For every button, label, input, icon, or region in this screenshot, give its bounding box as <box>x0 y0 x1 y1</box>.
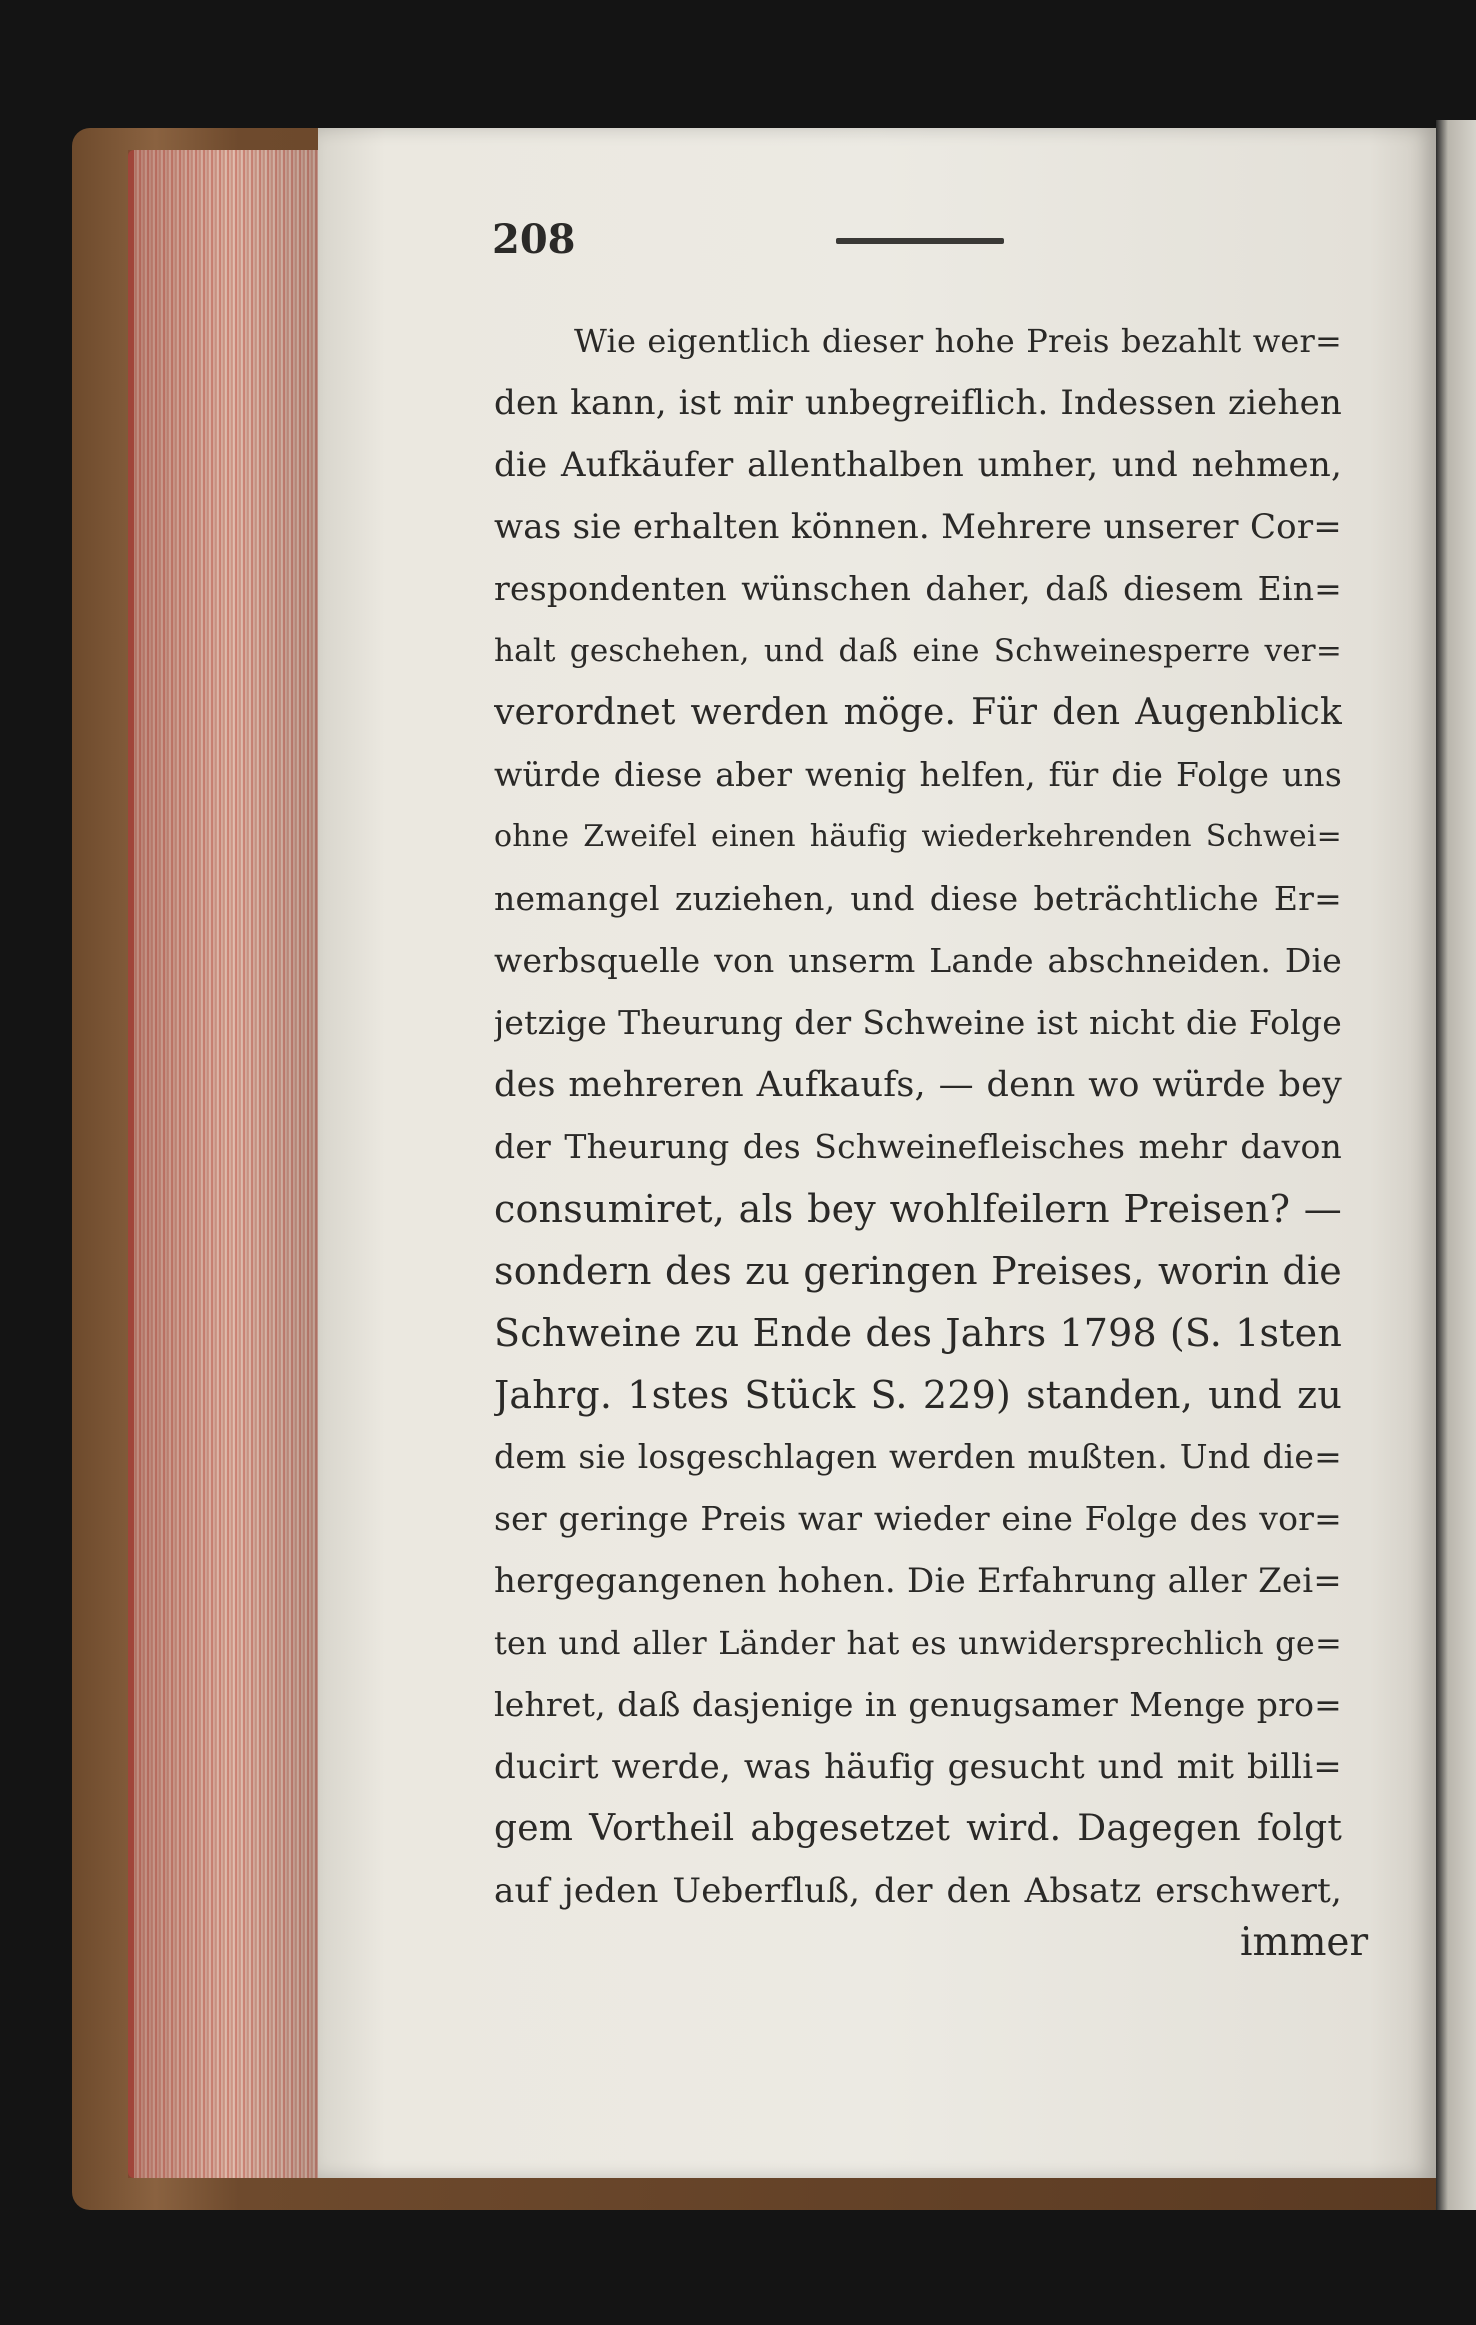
text-line: Jahrg. 1stes Stück S. 229) standen, und zu <box>494 1373 1342 1417</box>
text-line: ser geringe Preis war wieder eine Folge des vor= <box>494 1499 1342 1538</box>
text-line: was sie erhalten können. Mehrere unserer Cor= <box>494 507 1342 547</box>
text-line: halt geschehen, und daß eine Schweinesperre ver= <box>494 633 1342 669</box>
text-line: nemangel zuziehen, und diese beträchtliche Er= <box>494 879 1342 918</box>
header-rule <box>836 238 1004 244</box>
text-line: ohne Zweifel einen häufig wiederkehrenden Schwei= <box>494 819 1342 854</box>
text-line: Wie eigentlich dieser hohe Preis bezahlt wer= <box>574 322 1342 360</box>
text-line: würde diese aber wenig helfen, für die Folge uns <box>494 755 1342 794</box>
text-line: ducirt werde, was häufig gesucht und mit billi= <box>494 1747 1342 1787</box>
page-edges-shade <box>128 150 318 2178</box>
catchword: immer <box>1240 1920 1369 1965</box>
text-line: den kann, ist mir unbegreiflich. Indessen ziehen <box>494 383 1342 423</box>
text-line: gem Vortheil abgesetzet wird. Dagegen folgt <box>494 1808 1342 1849</box>
text-line: die Aufkäufer allenthalben umher, und nehmen, <box>494 445 1342 485</box>
text-line: Schweine zu Ende des Jahrs 1798 (S. 1sten <box>494 1311 1342 1355</box>
text-line: dem sie losgeschlagen werden mußten. Und die= <box>494 1437 1342 1476</box>
text-line: lehret, daß dasjenige in genugsamer Menge pro= <box>494 1685 1342 1724</box>
text-line: hergegangenen hohen. Die Erfahrung aller Zei= <box>494 1561 1342 1601</box>
text-line: consumiret, als bey wohlfeilern Preisen? — <box>494 1187 1342 1231</box>
facing-page-edge <box>1436 120 1476 2210</box>
body-text <box>494 310 1342 1922</box>
text-line: ten und aller Länder hat es unwidersprechlich ge= <box>494 1624 1342 1662</box>
text-line: des mehreren Aufkaufs, — denn wo würde bey <box>494 1065 1342 1105</box>
text-line: respondenten wünschen daher, daß diesem Ein= <box>494 569 1342 608</box>
text-line: werbsquelle von unserm Lande abschneiden. Die <box>494 941 1342 980</box>
text-line: verordnet werden möge. Für den Augenblick <box>494 692 1342 733</box>
page-number: 208 <box>492 216 576 263</box>
text-line: der Theurung des Schweinefleisches mehr davon <box>494 1127 1342 1166</box>
text-line: jetzige Theurung der Schweine ist nicht die Folge <box>494 1003 1342 1042</box>
text-line: sondern des zu geringen Preises, worin die <box>494 1249 1342 1293</box>
text-line: auf jeden Ueberfluß, der den Absatz erschwert, <box>494 1871 1342 1911</box>
